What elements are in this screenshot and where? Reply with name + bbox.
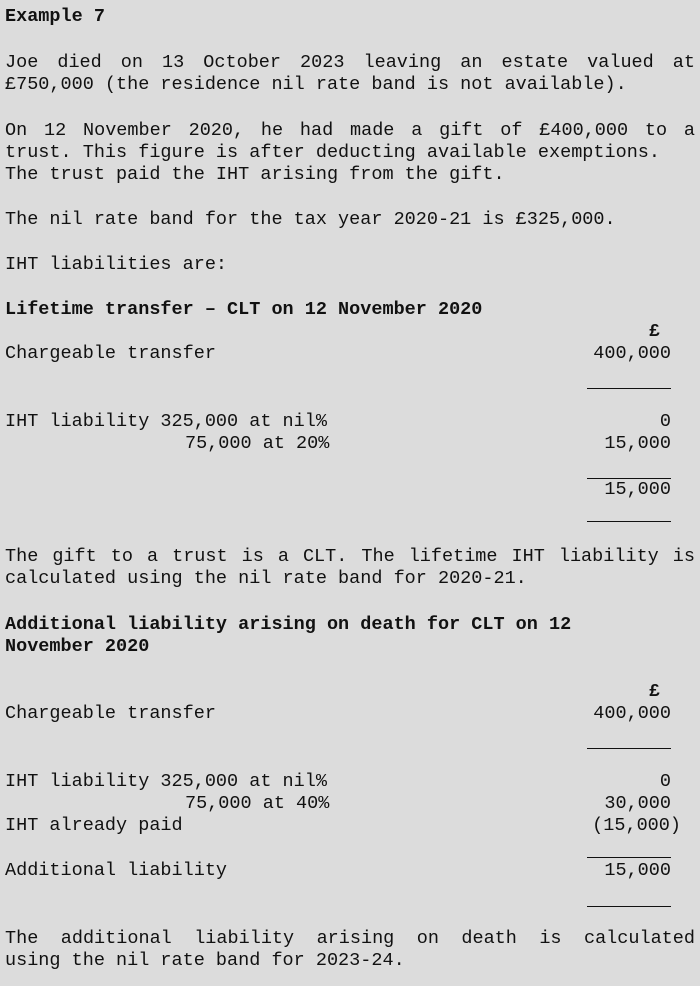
death-rule-3 xyxy=(587,906,671,907)
death-chargeable-value: 400,000 xyxy=(593,703,671,724)
death-rule-2 xyxy=(587,857,671,858)
intro-p2-line1: On 12 November 2020, he had made a gift of £400,000 to a xyxy=(5,120,695,141)
lifetime-total: 15,000 xyxy=(604,479,671,500)
lifetime-note-line2: calculated using the nil rate band for 2020-21. xyxy=(5,568,527,589)
intro-p3: The nil rate band for the tax year 2020-21 is £325,000. xyxy=(5,209,616,230)
death-liability-label-1: IHT liability 325,000 at nil% xyxy=(5,771,327,792)
lifetime-section-title: Lifetime transfer – CLT on 12 November 2020 xyxy=(5,299,483,320)
death-additional-value: 15,000 xyxy=(604,860,671,881)
death-liability-value-2: 30,000 xyxy=(604,793,671,814)
death-paid-label: IHT already paid xyxy=(5,815,183,836)
lifetime-liability-value-1: 0 xyxy=(659,411,671,432)
lifetime-liability-value-2: 15,000 xyxy=(604,433,671,454)
lifetime-rule-1 xyxy=(587,388,671,389)
death-note-line2: using the nil rate band for 2023-24. xyxy=(5,950,405,971)
intro-p1-line2: £750,000 (the residence nil rate band is not available). xyxy=(5,74,627,95)
lifetime-rule-3 xyxy=(587,521,671,522)
intro-p2-line3: The trust paid the IHT arising from the gift. xyxy=(5,164,505,185)
example-heading: Example 7 xyxy=(5,6,105,27)
lifetime-note-line1: The gift to a trust is a CLT. The lifetime IHT liability is xyxy=(5,546,695,567)
death-currency-header: £ xyxy=(648,681,660,702)
death-section-title-line1: Additional liability arising on death for CLT on 12 xyxy=(5,614,572,635)
death-liability-label-2: 75,000 at 40% xyxy=(185,793,330,814)
death-section-title-line2: November 2020 xyxy=(5,636,150,657)
death-note-line1: The additional liability arising on death is calculated xyxy=(5,928,695,949)
lifetime-currency-header: £ xyxy=(648,321,660,342)
death-chargeable-label: Chargeable transfer xyxy=(5,703,216,724)
lifetime-liability-label-1: IHT liability 325,000 at nil% xyxy=(5,411,327,432)
intro-p4: IHT liabilities are: xyxy=(5,254,228,275)
lifetime-liability-label-2: 75,000 at 20% xyxy=(185,433,330,454)
death-liability-value-1: 0 xyxy=(659,771,671,792)
intro-p2-line2: trust. This figure is after deducting available exemptions. xyxy=(5,142,661,163)
death-paid-value: (15,000) xyxy=(592,815,681,836)
death-rule-1 xyxy=(587,748,671,749)
intro-p1-line1: Joe died on 13 October 2023 leaving an estate valued at xyxy=(5,52,695,73)
lifetime-chargeable-value: 400,000 xyxy=(593,343,671,364)
death-additional-label: Additional liability xyxy=(5,860,228,881)
lifetime-chargeable-label: Chargeable transfer xyxy=(5,343,216,364)
